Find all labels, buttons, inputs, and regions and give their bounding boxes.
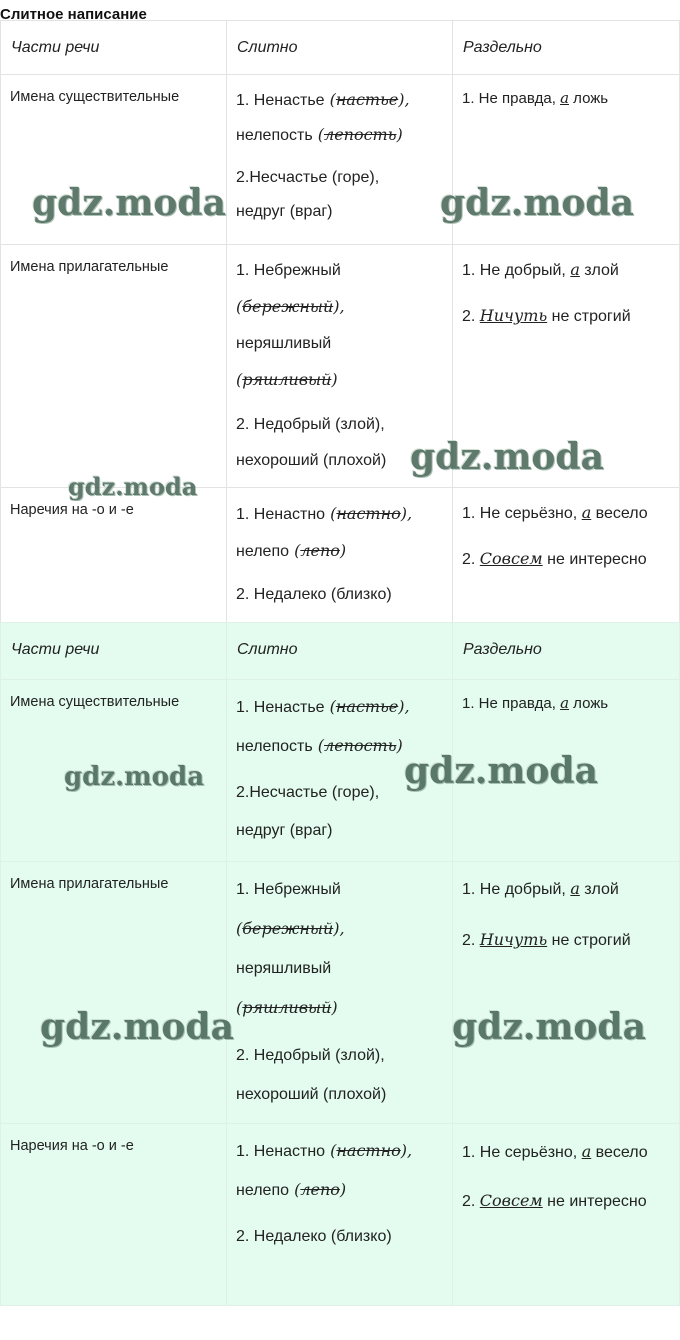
watermark: gdz.moda (68, 472, 198, 501)
table-row-adjectives (1, 245, 680, 488)
watermark: gdz.moda (40, 1006, 234, 1048)
row-label: Имена существительные (1, 680, 227, 862)
header-merged: Слитно (227, 623, 453, 680)
table-row-adjectives (1, 862, 680, 1124)
header-separate: Раздельно (453, 21, 680, 75)
watermark: gdz.moda (64, 762, 205, 792)
header-merged: Слитно (227, 21, 453, 75)
separate-cell: 1. Не правда, а ложь (453, 680, 680, 862)
merged-cell: 1. Ненастье (настье), нелепость (лепость) 2.Несчастье (горе), недруг (враг) (227, 680, 453, 862)
table-row-nouns (1, 75, 680, 245)
row-label: Имена прилагательные (1, 245, 227, 488)
row-label: Наречия на -о и -е (1, 1124, 227, 1306)
separate-cell: 1. Не добрый, а злой 2. Ничуть не строгий (453, 862, 680, 1124)
page-title: Слитное написание (0, 6, 147, 20)
row-label: Наречия на -о и -е (1, 488, 227, 623)
watermark: gdz.moda (440, 182, 634, 224)
separate-cell: 1. Не серьёзно, а весело 2. Совсем не интересно (453, 488, 680, 623)
table-row-nouns (1, 680, 680, 862)
separate-cell: 1. Не серьёзно, а весело 2. Совсем не интересно (453, 1124, 680, 1306)
header-parts-of-speech: Части речи (1, 21, 227, 75)
watermark: gdz.moda (452, 1006, 646, 1048)
row-label: Имена существительные (1, 75, 227, 245)
watermark: gdz.moda (32, 182, 226, 224)
row-label: Имена прилагательные (1, 862, 227, 1124)
rules-table-1 (0, 20, 680, 623)
merged-cell: 1. Ненастно (настно), нелепо (лепо) 2. Недалеко (близко) (227, 1124, 453, 1306)
table-row-adverbs (1, 1124, 680, 1306)
table-header-row (1, 623, 680, 680)
header-parts-of-speech: Части речи (1, 623, 227, 680)
merged-cell: 1. Ненастье (настье), нелепость (лепость) 2.Несчастье (горе), недруг (враг) (227, 75, 453, 245)
header-separate: Раздельно (453, 623, 680, 680)
separate-cell: 1. Не правда, а ложь (453, 75, 680, 245)
merged-cell: 1. Небрежный (бережный), неряшливый (ряшливый) 2. Недобрый (злой), нехороший (плохой) (227, 862, 453, 1124)
table-row-adverbs (1, 488, 680, 623)
separate-cell: 1. Не добрый, а злой 2. Ничуть не строгий (453, 245, 680, 488)
merged-cell: 1. Ненастно (настно), нелепо (лепо) 2. Недалеко (близко) (227, 488, 453, 623)
merged-cell: 1. Небрежный (бережный), неряшливый (ряшливый) 2. Недобрый (злой), нехороший (плохой) (227, 245, 453, 488)
table-header-row (1, 21, 680, 75)
rules-table-2 (0, 622, 680, 1306)
watermark: gdz.moda (404, 750, 598, 792)
watermark: gdz.moda (410, 436, 604, 478)
